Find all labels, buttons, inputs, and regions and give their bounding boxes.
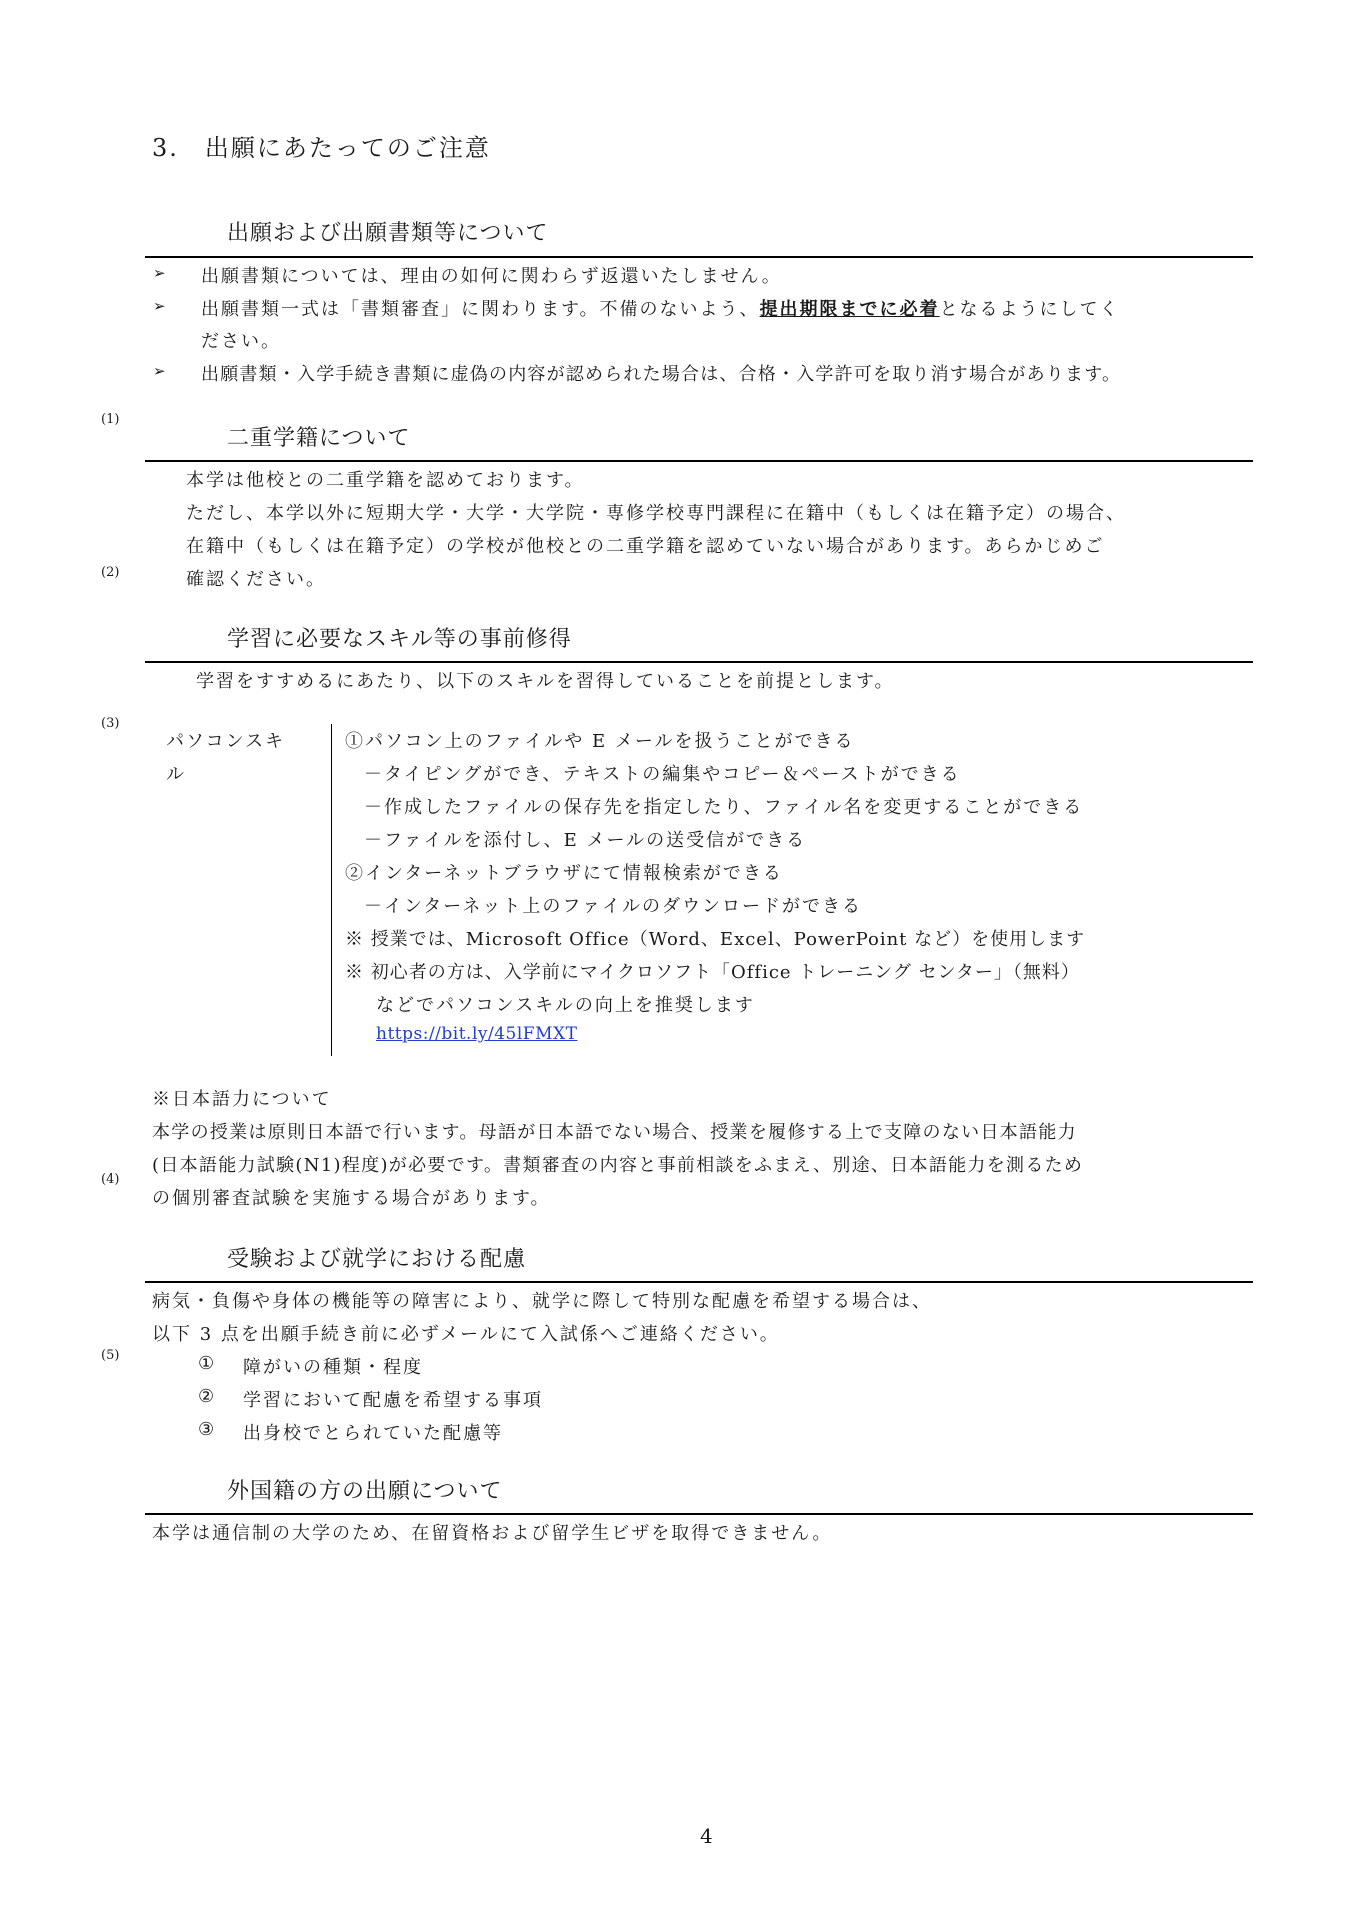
- section-3-intro: 学習をすすめるにあたり、以下のスキルを習得していることを前提とします。: [196, 671, 895, 692]
- section-1-rule: [145, 256, 1253, 258]
- item-1-mark: ①: [198, 1353, 217, 1374]
- page-title: 3. 出願にあたってのご注意: [152, 134, 491, 162]
- item-2-text: 学習において配慮を希望する事項: [243, 1390, 543, 1411]
- skill-line-3: －作成したファイルの保存先を指定したり、ファイル名を変更することができる: [364, 797, 1084, 818]
- section-4-number: (4): [101, 1172, 120, 1187]
- section-5-heading: 受験および就学における配慮: [227, 1247, 527, 1272]
- skill-line-2: －タイピングができ、テキストの編集やコピー＆ペーストができる: [364, 764, 961, 785]
- section-1-bullet-3: 出願書類・入学手続き書類に虚偽の内容が認められた場合は、合格・入学許可を取り消す場合があります。: [201, 364, 1122, 385]
- skill-table-divider: [331, 724, 332, 1056]
- japanese-ability-line-1: 本学の授業は原則日本語で行います。母語が日本語でない場合、授業を履修する上で支障のない日本語能力: [152, 1122, 1077, 1143]
- section-5-line-1: 病気・負傷や身体の機能等の障害により、就学に際して特別な配慮を希望する場合は、: [152, 1291, 932, 1312]
- office-training-link[interactable]: https://bit.ly/45lFMXT: [376, 1024, 578, 1044]
- section-1-heading: 出願および出願書類等について: [227, 221, 549, 246]
- section-2-line-2: ただし、本学以外に短期大学・大学・大学院・専修学校専門課程に在籍中（もしくは在籍予定）の場合、: [186, 503, 1126, 524]
- section-3-number: (3): [101, 716, 120, 731]
- skill-line-8: ※ 初心者の方は、入学前にマイクロソフト「Office トレーニング センター」（無料）: [345, 962, 1080, 983]
- skill-line-4: －ファイルを添付し、E メールの送受信ができる: [364, 830, 807, 851]
- item-3-mark: ③: [198, 1419, 217, 1440]
- section-5-rule: [145, 1281, 1253, 1283]
- section-1-bullet-2-cont: ださい。: [201, 331, 281, 352]
- skill-line-9: などでパソコンスキルの向上を推奨します: [376, 995, 755, 1016]
- section-3-rule: [145, 661, 1253, 663]
- bullet-arrow-icon: ➢: [153, 297, 166, 315]
- section-5-number: (5): [101, 1348, 120, 1363]
- item-1-text: 障がいの種類・程度: [243, 1357, 423, 1378]
- section-6-rule: [145, 1513, 1253, 1515]
- section-5-line-2: 以下 3 点を出願手続き前に必ずメールにて入試係へご連絡ください。: [152, 1324, 780, 1345]
- skill-label-line-1: パソコンスキ: [166, 731, 286, 752]
- section-6-heading: 外国籍の方の出願について: [227, 1479, 503, 1504]
- bullet-arrow-icon: ➢: [153, 362, 166, 380]
- skill-line-6: －インターネット上のファイルのダウンロードができる: [364, 896, 863, 917]
- section-2-line-3: 在籍中（もしくは在籍予定）の学校が他校との二重学籍を認めていない場合があります。あらかじめご: [186, 536, 1105, 557]
- skill-line-7: ※ 授業では、Microsoft Office（Word、Excel、PowerPoint など）を使用します: [345, 929, 1086, 950]
- section-2-line-1: 本学は他校との二重学籍を認めております。: [186, 470, 585, 491]
- skill-line-1: ①パソコン上のファイルや E メールを扱うことができる: [345, 731, 855, 752]
- section-2-heading: 二重学籍について: [227, 426, 411, 451]
- bullet-arrow-icon: ➢: [153, 264, 166, 282]
- japanese-ability-heading: ※日本語力について: [152, 1089, 332, 1110]
- section-2-rule: [145, 460, 1253, 462]
- page-number: 4: [700, 1824, 713, 1848]
- section-6-line-1: 本学は通信制の大学のため、在留資格および留学生ビザを取得できません。: [152, 1523, 833, 1544]
- section-1-bullet-1: 出願書類については、理由の如何に関わらず返還いたしません。: [201, 266, 782, 287]
- japanese-ability-line-3: の個別審査試験を実施する場合があります。: [152, 1188, 551, 1209]
- item-2-mark: ②: [198, 1386, 217, 1407]
- japanese-ability-line-2: (日本語能力試験(N1)程度)が必要です。書類審査の内容と事前相談をふまえ、別途、日本語能力を測るため: [152, 1155, 1084, 1176]
- skill-line-5: ②インターネットブラウザにて情報検索ができる: [345, 863, 783, 884]
- skill-label-line-2: ル: [166, 764, 186, 785]
- section-2-line-4: 確認ください。: [186, 569, 326, 590]
- section-2-number: (2): [101, 565, 120, 580]
- item-3-text: 出身校でとられていた配慮等: [243, 1423, 503, 1444]
- section-1-number: (1): [101, 412, 120, 427]
- section-3-heading: 学習に必要なスキル等の事前修得: [227, 627, 572, 652]
- section-1-bullet-2: 出願書類一式は「書類審査」に関わります。不備のないよう、提出期限までに必着となるようにしてく: [201, 299, 1120, 320]
